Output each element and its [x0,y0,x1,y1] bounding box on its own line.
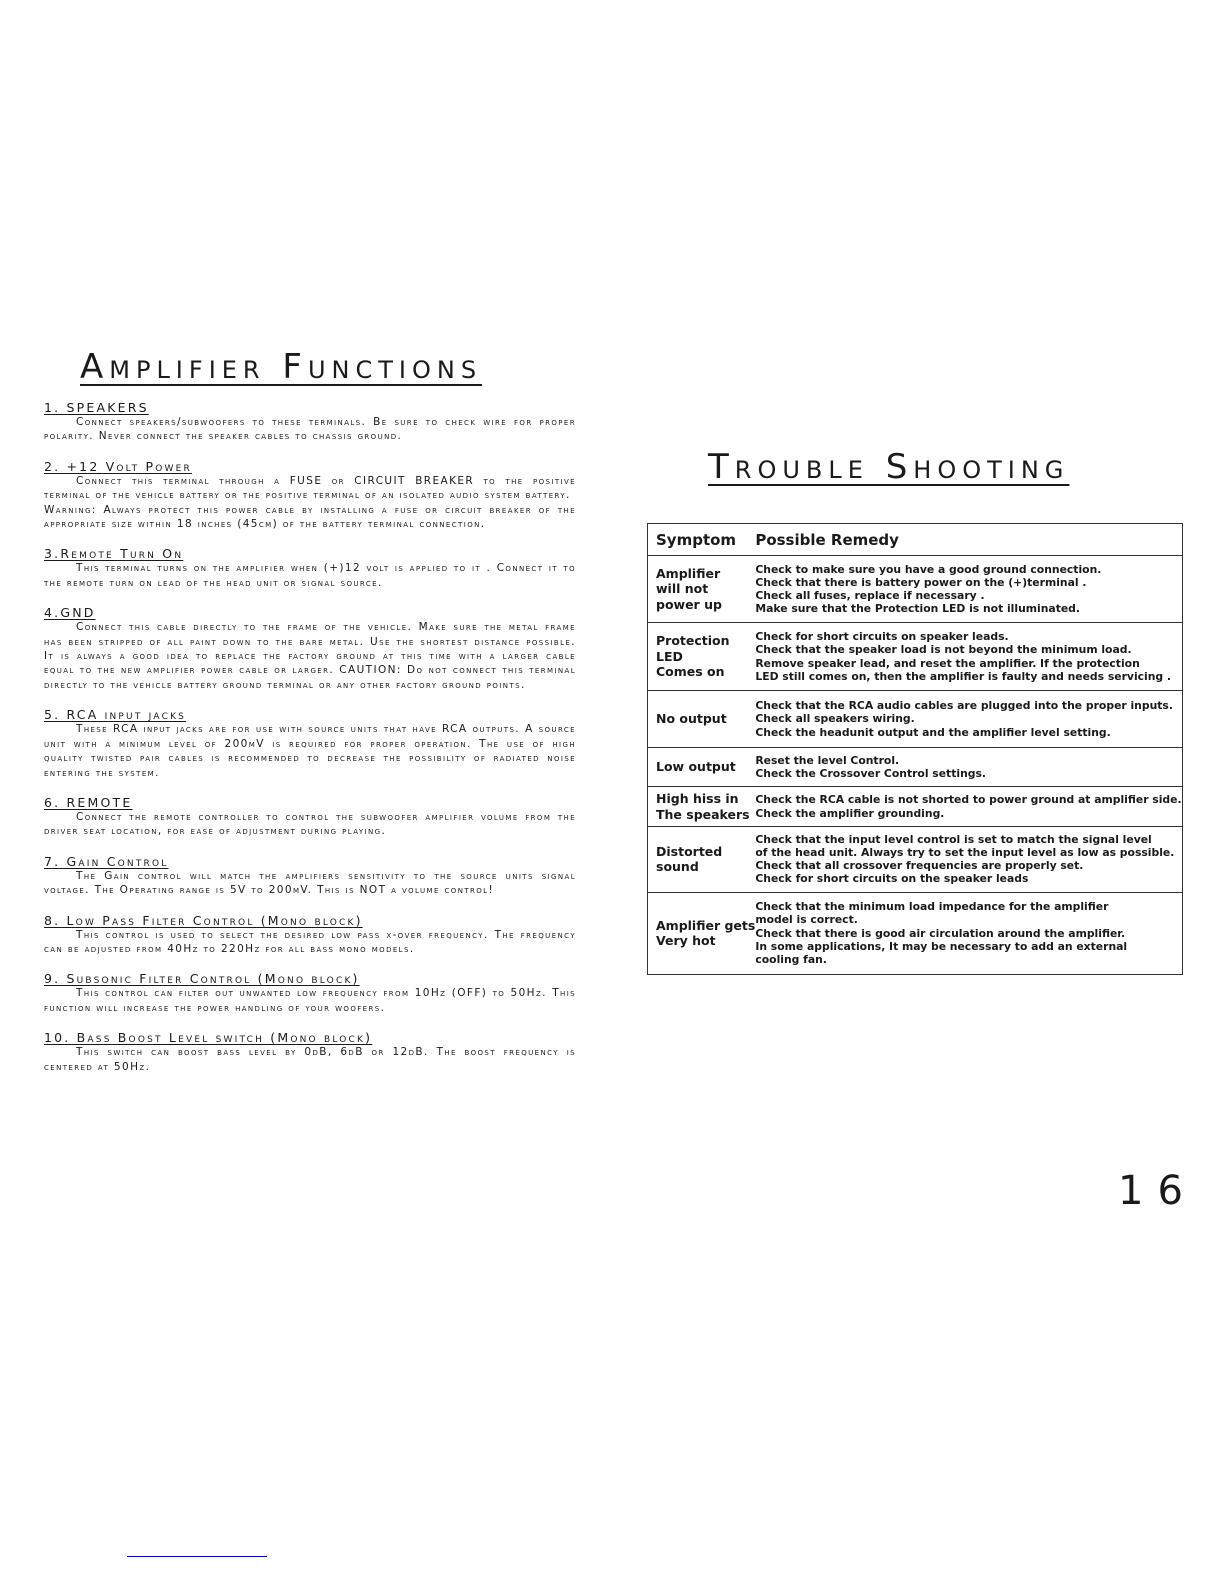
symptom-line: sound [656,859,699,875]
remedy-cell [755,787,1182,826]
remedy-line: Reset the level Control. [755,754,900,767]
remedy-line: Check that all crossover frequencies are properly set. [755,859,1084,873]
amplifier-functions-list [44,400,576,1089]
function-body: Connect speakers/subwoofers to these terminals. Be sure to check wire for proper polarity. Never connect the speaker cables to chassis ground. [44,416,576,443]
function-body: Connect this cable directly to the frame of the vehicle. Make sure the metal frame has been stripped of all paint down to the bare metal. Use the shortest distance possible. It is always a good idea to replace the factory ground at this time with a larger cable equal to the new amplifier power cable or larger. CAUTION: Do not connect this terminal directly to the vehicle battery ground terminal or any other factory ground points. [44,621,576,691]
function-heading: 1. SPEAKERS [44,400,149,415]
trouble-shooting-title: Trouble Shooting [708,447,1070,487]
function-section [44,400,576,444]
remedy-line: Check for short circuits on the speaker leads [755,872,1029,886]
function-section [44,707,576,780]
remedy-line: Make sure that the Protection LED is not illuminated. [755,602,1081,616]
remedy-cell [755,623,1182,691]
page-number: 16 [1118,1168,1197,1214]
symptom-line: The speakers [656,806,750,822]
remedy-line: Remove speaker lead, and reset the amplifier. If the protection [755,656,1140,670]
symptom-line: will not [656,581,709,597]
function-heading: 6. REMOTE [44,794,133,810]
symptom-line: Amplifier [656,565,721,581]
function-section [44,795,576,839]
symptom-line: Low output [656,759,736,775]
function-body: This switch can boost bass level by 0dB, 6dB or 12dB. The boost frequency is centered at 50Hz. [44,1046,576,1073]
remedy-line: Check for short circuits on speaker leads. [755,630,1009,644]
footer-rule [127,1556,267,1557]
remedy-header: Possible Remedy [755,524,1182,556]
symptom-line: power up [656,596,722,612]
function-body: The Gain control will match the amplifiers sensitivity to the source units signal voltage. The Operating range is 5V to 200mV. This is NOT a volume control! [44,869,576,897]
symptom-cell [648,691,756,748]
function-heading: 2. +12 Volt Power [44,458,192,474]
remedy-line: of the head unit. Always try to set the input level as low as possible. [755,846,1175,860]
remedy-line: In some applications, It may be necessary to add an external [755,939,1128,953]
function-body: This control can filter out unwanted low frequency from 10Hz (OFF) to 50Hz. This function will increase the power handling of your woofers. [44,987,576,1014]
remedy-line: Check that the RCA audio cables are plugged into the proper inputs. [755,699,1173,713]
symptom-line: Distorted [656,843,723,859]
symptom-line: High hiss in [656,791,739,807]
symptom-cell [648,748,756,787]
symptom-line: LED [656,648,683,664]
function-heading: 8. Low Pass Filter Control (Mono block) [44,912,363,928]
symptom-line: Protection [656,633,730,649]
amplifier-functions-title: Amplifier Functions [80,347,483,387]
remedy-line: Check the headunit output and the amplifier level setting. [755,725,1111,739]
symptom-cell [648,787,756,826]
symptom-header: Symptom [648,524,756,556]
remedy-line: Check all speakers wiring. [755,712,915,726]
trouble-shooting-rows [648,556,1183,975]
remedy-line: Check that there is battery power on the (+)terminal . [755,575,1087,589]
function-heading: 4.GND [44,605,96,621]
symptom-line: Very hot [656,933,716,949]
remedy-line: model is correct. [755,913,858,927]
remedy-line: Check the amplifier grounding. [755,806,945,820]
function-heading: 9. Subsonic Filter Control (Mono block) [44,971,360,987]
function-body: These RCA input jacks are for use with source units that have RCA outputs. A source unit with a minimum level of 200mV is required for proper operation. The use of high quality twisted pair cables is recommended to decrease the possibility of radiated noise entering the system. [44,723,576,779]
symptom-line: Comes on [656,664,725,680]
function-heading: 7. Gain Control [44,853,169,869]
symptom-cell [648,623,756,691]
remedy-cell [755,748,1182,787]
symptom-cell [648,826,756,892]
table-row [648,556,1183,623]
function-section [44,459,576,532]
remedy-line: LED still comes on, then the amplifier is faulty and needs servicing . [755,669,1172,683]
table-row [648,892,1183,974]
remedy-cell [755,556,1182,623]
function-heading: 10. Bass Boost Level switch (Mono block) [44,1030,373,1046]
symptom-line: No output [656,711,727,727]
remedy-line: Check that there is good air circulation around the amplifier. [755,926,1126,940]
symptom-cell [648,556,756,623]
table-row [648,787,1183,826]
function-body: Connect this terminal through a FUSE or CIRCUIT BREAKER to the positive terminal of the vehicle battery or the positive terminal of an isolated audio system battery. [44,474,576,502]
table-row [648,748,1183,787]
remedy-line: Check to make sure you have a good ground connection. [755,562,1102,576]
function-warning: Warning: Always protect this power cable by installing a fuse or circuit breaker of the appropriate size within 18 inches (45cm) of the battery terminal connection. [44,503,576,531]
remedy-cell [755,892,1182,974]
function-section [44,913,576,957]
function-body: This terminal turns on the amplifier when (+)12 volt is applied to it . Connect it to the remote turn on lead of the head unit or signal source. [44,562,576,589]
function-section [44,1030,576,1074]
remedy-line: Check all fuses, replace if necessary . [755,589,985,602]
symptom-line: Amplifier gets [656,917,756,933]
table-row [648,623,1183,691]
remedy-cell [755,826,1182,892]
table-row [648,826,1183,892]
function-section [44,971,576,1015]
function-body: This control is used to select the desired low pass x-over frequency. The frequency can be adjusted from 40Hz to 220Hz for all bass mono models. [44,928,576,955]
trouble-shooting-table [647,523,1183,975]
function-body: Connect the remote controller to control the subwoofer amplifier volume from the driver seat location, for ease of adjustment during playing. [44,810,576,838]
remedy-line: Check that the input level control is set to match the signal level [755,832,1152,846]
table-row [648,691,1183,748]
remedy-line: cooling fan. [755,952,827,966]
function-heading: 3.Remote Turn On [44,546,184,562]
remedy-cell [755,691,1182,748]
function-section [44,546,576,590]
remedy-line: Check the RCA cable is not shorted to power ground at amplifier side. [755,793,1182,807]
remedy-line: Check the Crossover Control settings. [755,767,987,781]
function-section [44,605,576,692]
function-section [44,854,576,898]
remedy-line: Check that the minimum load impedance for the amplifier [755,900,1109,914]
function-heading: 5. RCA input jacks [44,707,187,723]
remedy-line: Check that the speaker load is not beyond the minimum load. [755,643,1132,657]
symptom-cell [648,892,756,974]
table-header-row [648,524,1183,556]
